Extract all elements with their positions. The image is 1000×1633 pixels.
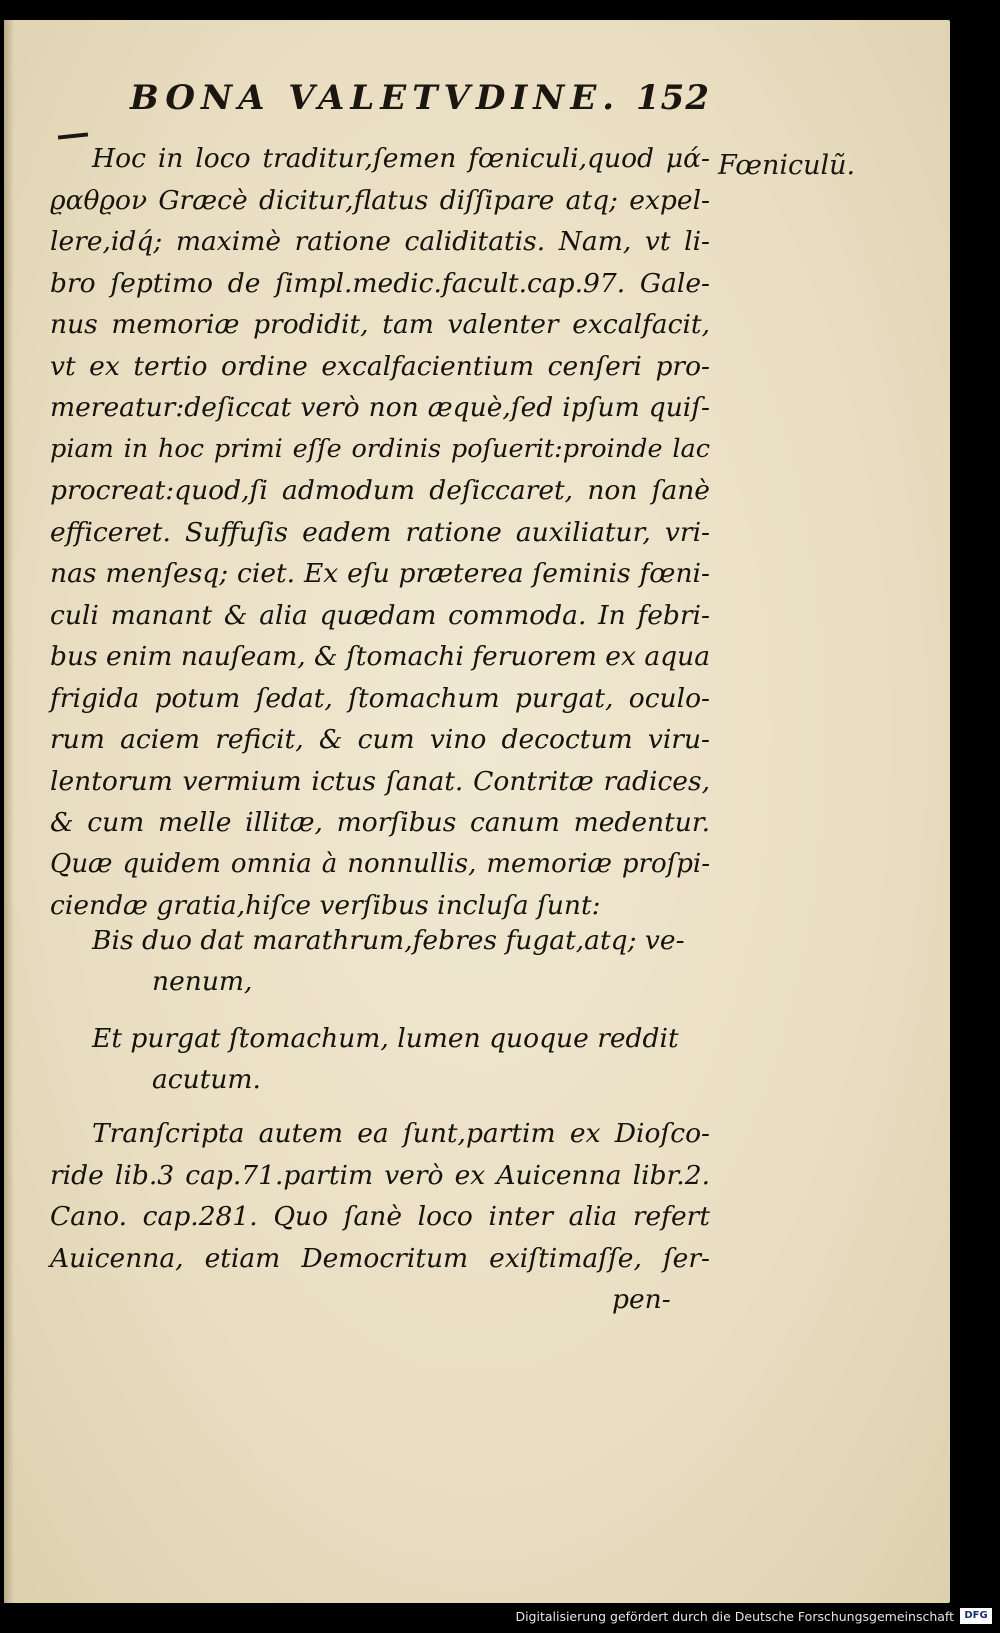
footer-bar [0, 1603, 1000, 1633]
text-line: bro ſeptimo de ſimpl.medic.facult.cap.97. Gale- [50, 267, 710, 299]
running-title: BONA VALETVDINE. [130, 78, 621, 118]
text-line: culi manant & alia quædam commoda. In febri- [50, 599, 710, 631]
running-header [130, 78, 710, 128]
text-line: procreat:quod,ſi admodum deſiccaret, non ſanè [50, 475, 710, 506]
page-gutter-shadow [4, 20, 14, 1603]
text-line: ϱαθϱον Græcè dicitur,flatus diſſipare atq; expel- [50, 184, 710, 216]
text-line: nus memoriæ prodidit, tam valenter excalfacit, [50, 309, 710, 340]
verse-line: Et purgat ſtomachum, lumen quoque reddit [92, 1023, 679, 1054]
text-line: ciendæ gratia,hiſce verſibus incluſa ſunt: [50, 890, 601, 921]
text-line: lentorum vermium ictus ſanat. Contritæ radices, [50, 765, 710, 797]
funding-credit: Digitalisierung gefördert durch die Deutsche Forschungsgemeinschaft [515, 1609, 954, 1624]
text-line: Hoc in loco traditur,ſemen fœniculi,quod μά- [92, 143, 710, 174]
text-line: vt ex tertio ordine excalfacientium cenſeri pro- [50, 350, 710, 382]
text-line: & cum melle illitæ, morſibus canum medentur. [50, 807, 710, 838]
text-line: lere,idq́; maximè ratione caliditatis. Nam, vt li- [50, 226, 710, 257]
text-line: frigida potum ſedat, ſtomachum purgat, oculo- [50, 682, 710, 714]
text-line: Auicenna, etiam Democritum exiſtimaſſe, ſer- [50, 1242, 710, 1274]
verse-line: Bis duo dat marathrum,febres fugat,atq; ve- [92, 925, 685, 956]
text-line: efficeret. Suffuſis eadem ratione auxiliatur, vri- [50, 516, 710, 548]
catchword: pen- [612, 1284, 671, 1315]
text-line: Tranſcripta autem ea ſunt,partim ex Dioſco- [92, 1118, 710, 1149]
verse-block [50, 920, 710, 1100]
text-line: piam in hoc primi eſſe ordinis poſuerit:proinde lac [50, 433, 710, 464]
page-number: 152 [636, 78, 710, 118]
text-line: mereatur:deſiccat verò non æquè,ſed ipſum quiſ- [50, 392, 710, 423]
paragraph-1 [50, 138, 710, 927]
verse-line: nenum, [152, 966, 253, 997]
text-line: ride lib.3 cap.71.partim verò ex Auicenna libr.2. [50, 1159, 710, 1191]
text-line: rum aciem reficit, & cum vino decoctum viru- [50, 724, 710, 755]
paragraph-2 [50, 1112, 710, 1278]
text-line: nas menſesq; ciet. Ex eſu præterea ſeminis fœni- [50, 558, 710, 589]
text-line: Quæ quidem omnia à nonnullis, memoriæ proſpi- [50, 848, 710, 879]
marginal-note: Fœniculũ. [718, 150, 856, 181]
text-line: bus enim nauſeam, & ſtomachi feruorem ex aqua [50, 641, 710, 672]
verse-line: acutum. [152, 1064, 261, 1095]
text-line: Cano. cap.281. Quo ſanè loco inter alia refert [50, 1201, 710, 1232]
verse-gap [50, 1002, 710, 1018]
dfg-logo-icon: DFG [960, 1608, 992, 1624]
